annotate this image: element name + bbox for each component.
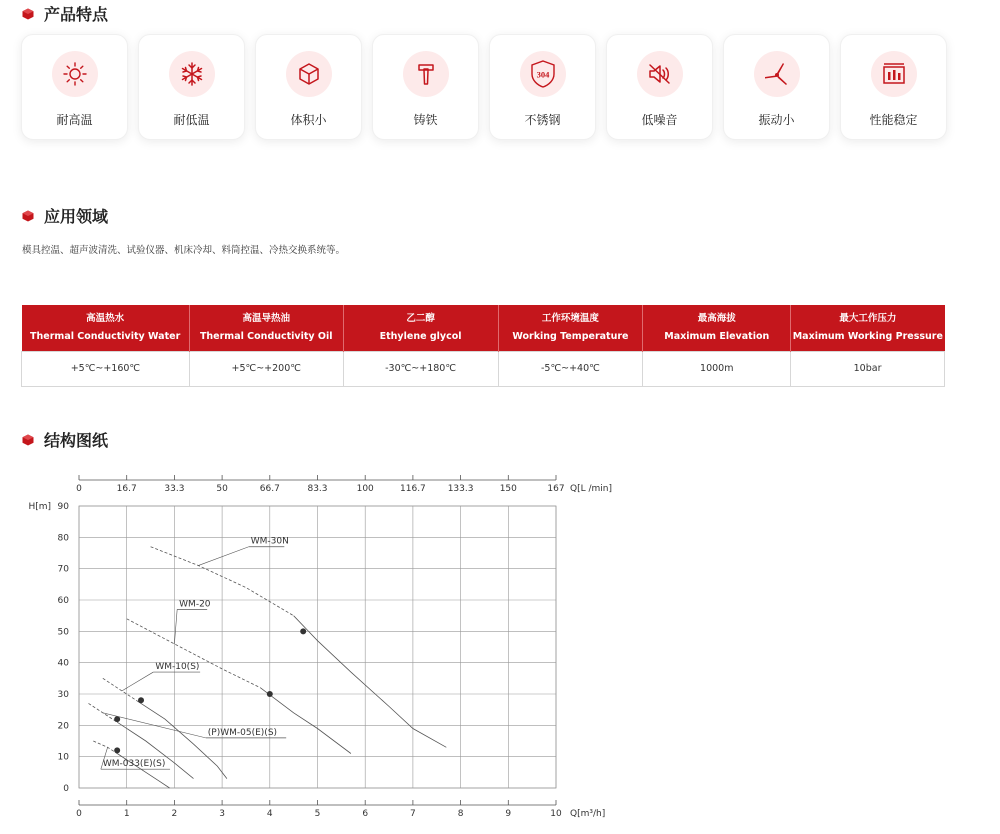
spec-header-en: Maximum Elevation <box>664 330 770 342</box>
spec-header-cell <box>643 305 791 351</box>
spec-header-cn: 高温导热油 <box>242 312 290 324</box>
series-label: WM-033(E)(S) <box>102 759 166 770</box>
y-tick-label: 50 <box>57 627 69 638</box>
y-tick-label: 30 <box>57 690 69 700</box>
y-tick-label: 90 <box>57 502 69 512</box>
feature-card-low-temp <box>138 34 245 140</box>
spec-header-en: Working Temperature <box>512 330 629 342</box>
x2-tick-label: 116.7 <box>400 484 426 494</box>
x2-tick-label: 66.7 <box>259 484 280 494</box>
feature-card-high-temp <box>21 34 128 140</box>
feature-cards <box>21 34 947 140</box>
sun-icon <box>62 61 88 87</box>
spec-header-cn: 工作环境温度 <box>541 312 599 324</box>
spec-header-cn: 乙二醇 <box>406 312 435 324</box>
y-tick-label: 20 <box>57 721 69 732</box>
feature-icon-circle <box>286 51 332 97</box>
cube-icon <box>296 61 322 87</box>
red-gem-icon <box>22 434 34 446</box>
x2-tick-label: 0 <box>76 484 82 494</box>
y-axis-label: H[m] <box>28 502 51 512</box>
feature-card-stable <box>840 34 947 140</box>
series-solid-line <box>117 722 193 778</box>
spec-table-header-row <box>22 305 945 351</box>
feature-label: 振动小 <box>758 113 795 127</box>
spec-cell: -5℃~+40℃ <box>498 351 643 386</box>
features-section-title <box>22 2 108 25</box>
spec-header-cell <box>189 305 343 351</box>
series-solid-line <box>260 688 351 754</box>
x2-tick-label: 33.3 <box>164 484 185 494</box>
feature-icon-circle <box>403 51 449 97</box>
spec-header-cn: 最大工作压力 <box>839 312 897 324</box>
feature-label: 体积小 <box>290 113 327 127</box>
application-title-text: 应用领域 <box>44 207 109 226</box>
y-tick-label: 40 <box>57 658 69 669</box>
y-tick-label: 70 <box>57 564 69 575</box>
series-label-leader <box>198 547 248 566</box>
spec-header-cell <box>791 305 945 351</box>
x-axis-label: Q[m³/h] <box>570 809 606 819</box>
feature-icon-circle <box>637 51 683 97</box>
features-title-text: 产品特点 <box>44 5 109 24</box>
feature-icon-circle <box>52 51 98 97</box>
series-dashed-line <box>93 741 117 754</box>
series-dashed-line <box>103 678 136 700</box>
x-tick-label: 4 <box>266 809 273 819</box>
spec-header-en: Thermal Conductivity Oil <box>199 330 333 342</box>
series-operating-point <box>114 747 120 753</box>
red-gem-icon <box>22 210 34 222</box>
spec-header-en: Thermal Conductivity Water <box>30 330 181 342</box>
feature-label: 铸铁 <box>413 113 438 127</box>
spec-header-cell <box>343 305 498 351</box>
spec-header-cell <box>22 305 190 351</box>
y-tick-label: 10 <box>57 752 69 763</box>
x2-tick-label: 100 <box>356 484 374 494</box>
x2-tick-label: 16.7 <box>116 484 137 494</box>
series-operating-point <box>300 628 306 634</box>
x2-tick-label: 50 <box>216 484 228 494</box>
x-tick-label: 1 <box>123 809 130 819</box>
spec-cell: 1000m <box>643 351 791 386</box>
feature-card-compact <box>255 34 362 140</box>
stable-chart-icon <box>881 61 907 87</box>
mute-speaker-icon <box>647 61 673 87</box>
spec-table <box>21 305 945 387</box>
feature-label: 性能稳定 <box>869 113 918 127</box>
series-label: WM-20 <box>179 599 211 610</box>
feature-icon-circle <box>520 51 566 97</box>
y-tick-label: 80 <box>57 533 69 544</box>
pump-curve-chart <box>0 460 640 834</box>
x-tick-label: 5 <box>314 809 321 819</box>
spec-cell: 10bar <box>791 351 945 386</box>
feature-label: 低噪音 <box>641 113 678 127</box>
spec-header-cell <box>498 305 643 351</box>
series-operating-point <box>138 697 144 703</box>
fan-icon <box>763 60 791 88</box>
x2-tick-label: 83.3 <box>307 484 328 494</box>
spec-header-cn: 高温热水 <box>86 312 125 324</box>
spec-table-row <box>22 351 945 386</box>
spec-cell: +5℃~+160℃ <box>22 351 190 386</box>
spec-header-en: Ethylene glycol <box>379 330 462 342</box>
structure-section-title <box>22 428 108 451</box>
series-label: WM-30N <box>250 536 289 547</box>
hammer-icon <box>413 61 439 87</box>
feature-icon-circle <box>169 51 215 97</box>
feature-label: 耐高温 <box>56 113 93 127</box>
y-tick-label: 0 <box>63 784 69 794</box>
series-operating-point <box>267 691 273 697</box>
x-tick-label: 2 <box>171 809 178 819</box>
x-tick-label: 3 <box>219 809 225 819</box>
feature-card-low-noise <box>606 34 713 140</box>
x-tick-label: 6 <box>362 809 369 819</box>
series-label-leader <box>174 609 177 643</box>
feature-label: 耐低温 <box>173 113 210 127</box>
feature-icon-circle <box>754 51 800 97</box>
application-section-title <box>22 204 108 227</box>
badge-304-icon <box>528 59 558 89</box>
x2-tick-label: 133.3 <box>447 484 474 494</box>
feature-card-stainless <box>489 34 596 140</box>
y-tick-label: 60 <box>57 596 69 606</box>
application-description: 模具控温、超声波清洗、试验仪器、机床冷却、料筒控温、冷热交换系统等。 <box>22 245 346 256</box>
series-label: (P)WM-05(E)(S) <box>207 727 278 738</box>
series-label: WM-10(S) <box>155 662 200 673</box>
x2-tick-label: 150 <box>499 484 517 494</box>
snowflake-icon <box>179 61 205 87</box>
x2-tick-label: 167 <box>547 484 565 494</box>
feature-icon-circle <box>871 51 917 97</box>
x-tick-label: 9 <box>505 809 512 819</box>
feature-card-cast-iron <box>372 34 479 140</box>
badge-304-text: 304 <box>536 69 549 80</box>
structure-title-text: 结构图纸 <box>44 431 109 450</box>
spec-cell: +5℃~+200℃ <box>189 351 343 386</box>
pump-curve-svg <box>0 460 640 834</box>
red-gem-icon <box>22 8 34 20</box>
x-tick-label: 7 <box>410 809 416 819</box>
spec-header-en: Maximum Working Pressure <box>792 330 943 342</box>
feature-label: 不锈钢 <box>524 113 561 127</box>
spec-cell: -30℃~+180℃ <box>343 351 498 386</box>
spec-header-cn: 最高海拔 <box>697 312 736 324</box>
x-tick-label: 10 <box>550 809 562 819</box>
feature-card-low-vibration <box>723 34 830 140</box>
x-tick-label: 8 <box>457 809 464 819</box>
series-dashed-line <box>127 619 261 688</box>
x2-axis-label: Q[L /min] <box>570 484 612 494</box>
x-tick-label: 0 <box>76 809 82 819</box>
